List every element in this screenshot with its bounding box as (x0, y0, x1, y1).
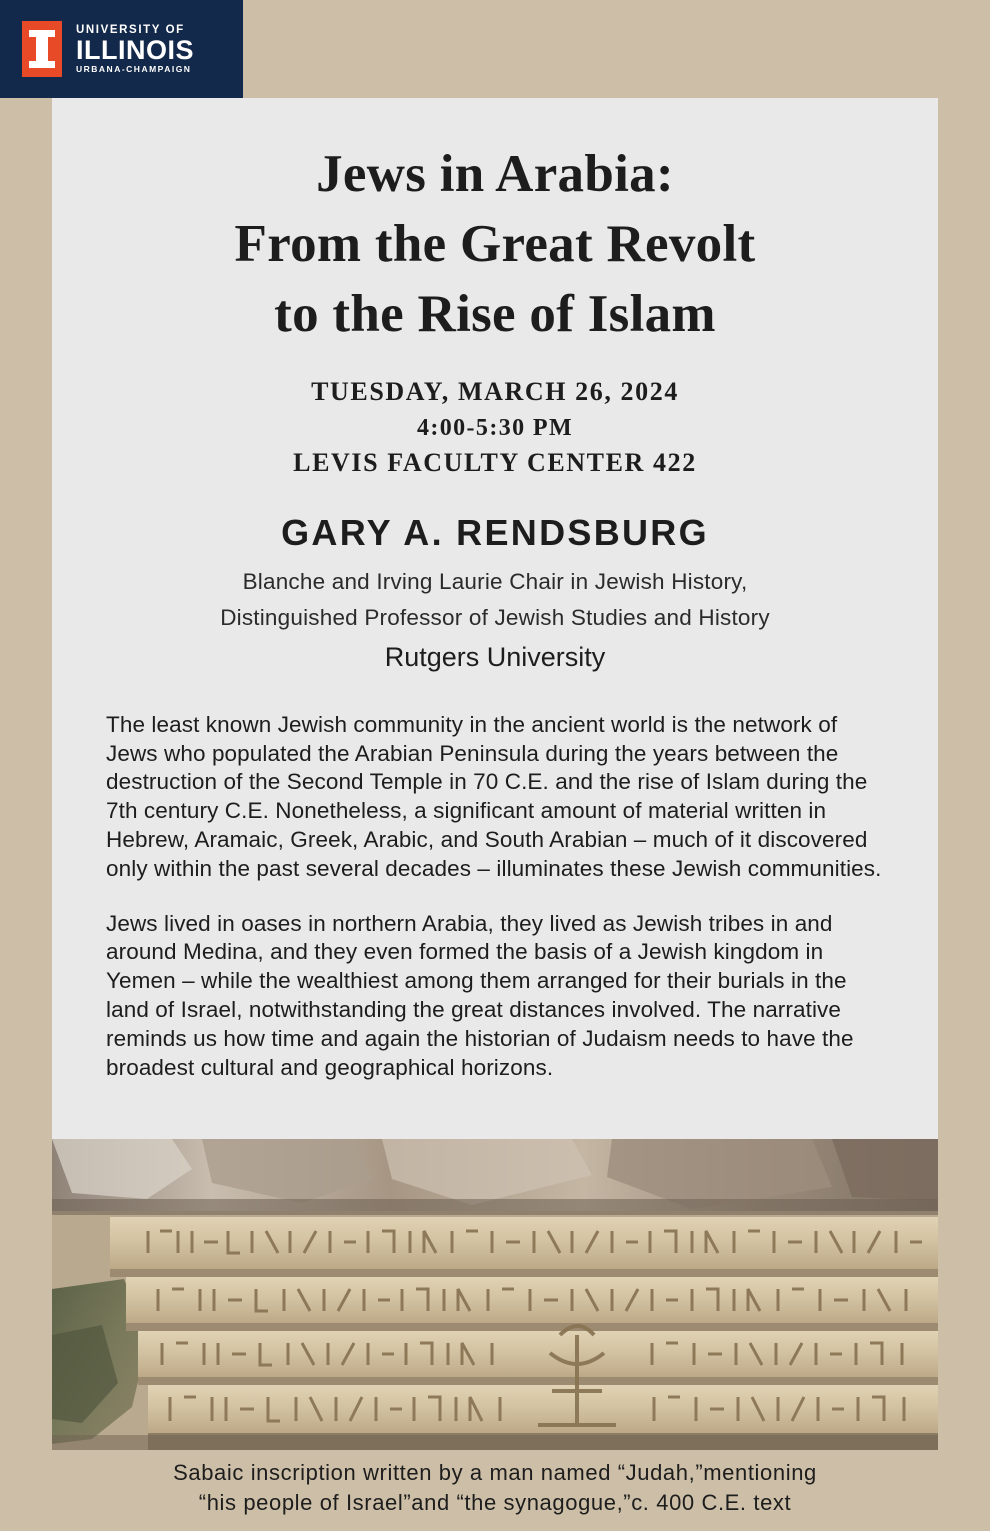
event-time: 4:00-5:30 PM (416, 414, 574, 441)
title-line-3: to the Rise of Islam (274, 284, 716, 343)
sabaic-stone-inscription-photo (52, 1139, 938, 1450)
university-logo (0, 0, 243, 98)
logo-line-illinois: ILLINOIS (76, 35, 194, 66)
caption-line-1: Sabaic inscription written by a man named “Judah,”mentioning (173, 1460, 817, 1485)
page-title (100, 140, 890, 350)
illinois-block-i-icon (22, 21, 62, 77)
logo-line-university-of: UNIVERSITY OF (76, 23, 185, 36)
speaker-affiliation: Rutgers University (384, 641, 606, 672)
title-line-1: Jews in Arabia: (316, 145, 674, 203)
abstract-paragraph-2: Jews lived in oases in northern Arabia, they lived as Jewish tribes in and around Medina, and they even formed the basis of a Jewish kingdom in Yemen – while the wealthiest among them arranged for their burials in the land of Israel, notwithstanding the great distances involved. The narrative reminds us how time and again the historian of Judaism needs to have the broadest cultural and geographical horizons. (106, 910, 854, 1080)
poster-card (52, 98, 938, 1139)
caption-line-2: “his people of Israel”and “the synagogue,”c. 400 C.E. text (198, 1489, 792, 1515)
event-date: TUESDAY, MARCH 26, 2024 (311, 376, 679, 406)
photo-caption (52, 1458, 938, 1518)
logo-wordmark (76, 24, 194, 75)
speaker-name: GARY A. RENDSBURG (281, 511, 709, 553)
title-line-2: From the Great Revolt (234, 214, 756, 273)
abstract (100, 711, 890, 1083)
speaker-title-line-1: Blanche and Irving Laurie Chair in Jewish History, (242, 568, 748, 594)
event-location: LEVIS FACULTY CENTER 422 (293, 447, 697, 477)
speaker-title-line-2: Distinguished Professor of Jewish Studies and History (220, 604, 770, 630)
logo-line-campus: URBANA-CHAMPAIGN (76, 64, 192, 75)
stone-inscription-illustration (52, 1139, 938, 1450)
event-details (100, 374, 890, 482)
speaker-titles (100, 564, 890, 636)
abstract-paragraph-1: The least known Jewish community in the ancient world is the network of Jews who populated the Arabian Peninsula during the years between the destruction of the Second Temple in 70 C.E. and the rise of Islam during the 7th century C.E. Nonetheless, a significant amount of material written in Hebrew, Aramaic, Greek, Arabic, and South Arabian – much of it discovered only within the past several decades – illuminates these Jewish communities. (106, 711, 882, 881)
